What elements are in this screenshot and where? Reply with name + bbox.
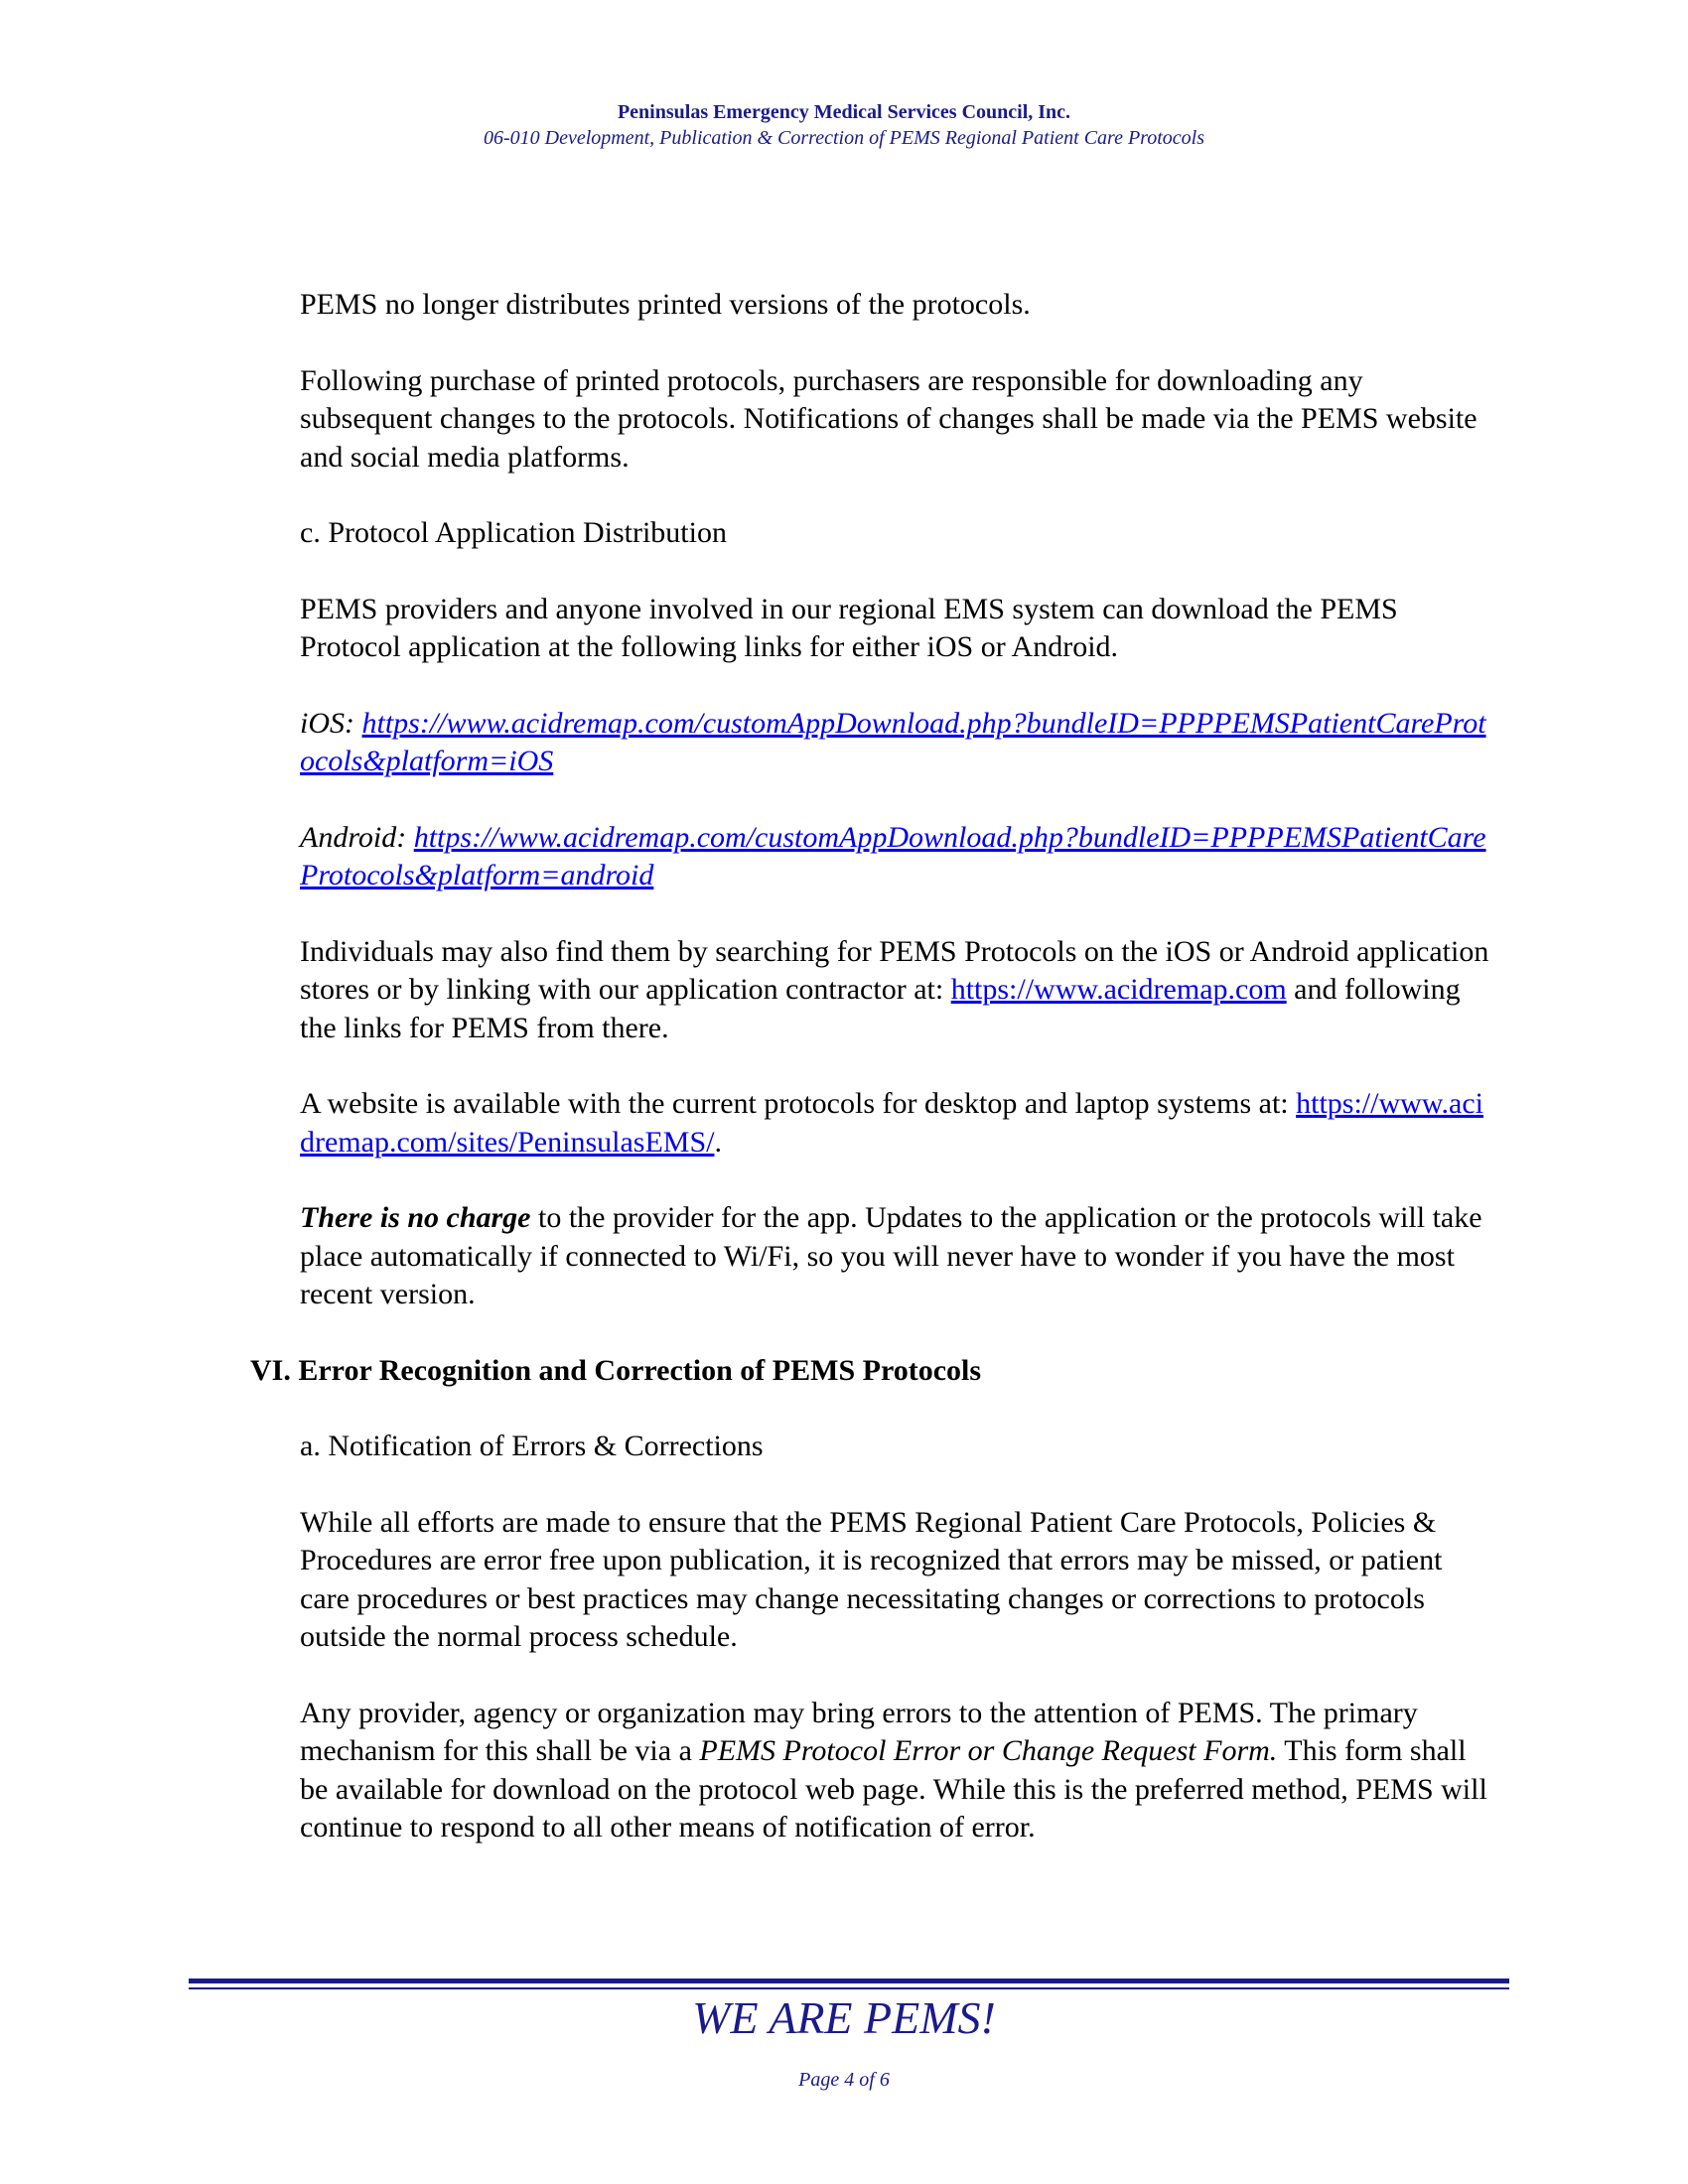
no-charge-emphasis: There is no charge	[300, 1201, 531, 1234]
paragraph-printed-versions: PEMS no longer distributes printed versions of the protocols.	[300, 288, 1031, 321]
android-link-row	[300, 819, 1491, 895]
website-text: A website is available with the current protocols for desktop and laptop systems at:	[300, 1087, 1297, 1120]
error-form-name: PEMS Protocol Error or Change Request Form.	[699, 1734, 1278, 1767]
paragraph-purchase: Following purchase of printed protocols, purchasers are responsible for downloading any subsequent changes to the protocols. Notifications of changes shall be made via the PEMS website and social media platforms.	[300, 363, 1477, 474]
subheading-app-distribution: c. Protocol Application Distribution	[300, 516, 727, 549]
website-text-end: .	[714, 1125, 722, 1159]
organization-name: Peninsulas Emergency Medical Services Council, Inc.	[617, 101, 1071, 123]
section-heading-vi: VI. Error Recognition and Correction of PEMS Protocols	[250, 1353, 982, 1387]
page-number: Page 4 of 6	[798, 2069, 890, 2091]
document-body	[250, 286, 1491, 1885]
paragraph-app-stores	[300, 933, 1491, 1048]
ios-link[interactable]: https://www.acidremap.com/customAppDownload.php?bundleID=PPPPEMSPatientCareProtocols&platform=iOS	[300, 706, 1486, 777]
android-label: Android:	[300, 820, 414, 854]
paragraph-error-form	[300, 1695, 1491, 1847]
error-form-text-end: This form shall be available for download on the protocol web page. While this is the preferred method, PEMS will continue to respond to all other means of notification of error.	[300, 1734, 1487, 1843]
error-form-text: Any provider, agency or organization may bring errors to the attention of PEMS. The primary mechanism for this shall be via a	[300, 1696, 1418, 1767]
android-link[interactable]: https://www.acidremap.com/customAppDownload.php?bundleID=PPPPEMSPatientCareProtocols&platform=android	[300, 820, 1486, 891]
paragraph-no-charge	[300, 1199, 1491, 1314]
footer-slogan: WE ARE PEMS!	[692, 1992, 996, 2043]
paragraph-website	[300, 1085, 1491, 1161]
acidremap-link[interactable]: https://www.acidremap.com	[950, 973, 1287, 1006]
peninsulasems-site-link[interactable]: https://www.acidremap.com/sites/PeninsulasEMS/	[300, 1087, 1483, 1159]
page-header	[0, 99, 1688, 151]
footer-rule-thick	[189, 1979, 1509, 1983]
app-stores-text-end: and following the links for PEMS from there.	[300, 973, 1461, 1044]
subheading-notification: a. Notification of Errors & Corrections	[300, 1430, 764, 1462]
ios-link-row	[300, 705, 1491, 781]
paragraph-error-free: While all efforts are made to ensure that the PEMS Regional Patient Care Protocols, Policies & Procedures are error free upon publication, it is recognized that errors may be missed, or patient care procedures or best practices may change necessitating changes or corrections to protocols outside the normal process schedule.	[300, 1505, 1443, 1653]
document-title: 06-010 Development, Publication & Correction of PEMS Regional Patient Care Protocols	[484, 127, 1204, 149]
footer-rule-thin	[189, 1987, 1509, 1989]
ios-label: iOS:	[300, 706, 362, 740]
no-charge-text: to the provider for the app. Updates to the application or the protocols will take place automatically if connected to Wi/Fi, so you will never have to wonder if you have the most recent version.	[300, 1201, 1482, 1310]
paragraph-download: PEMS providers and anyone involved in our regional EMS system can download the PEMS Protocol application at the following links for either iOS or Android.	[300, 592, 1398, 663]
app-stores-text: Individuals may also find them by searching for PEMS Protocols on the iOS or Android application stores or by linking with our application contractor at:	[300, 934, 1489, 1006]
